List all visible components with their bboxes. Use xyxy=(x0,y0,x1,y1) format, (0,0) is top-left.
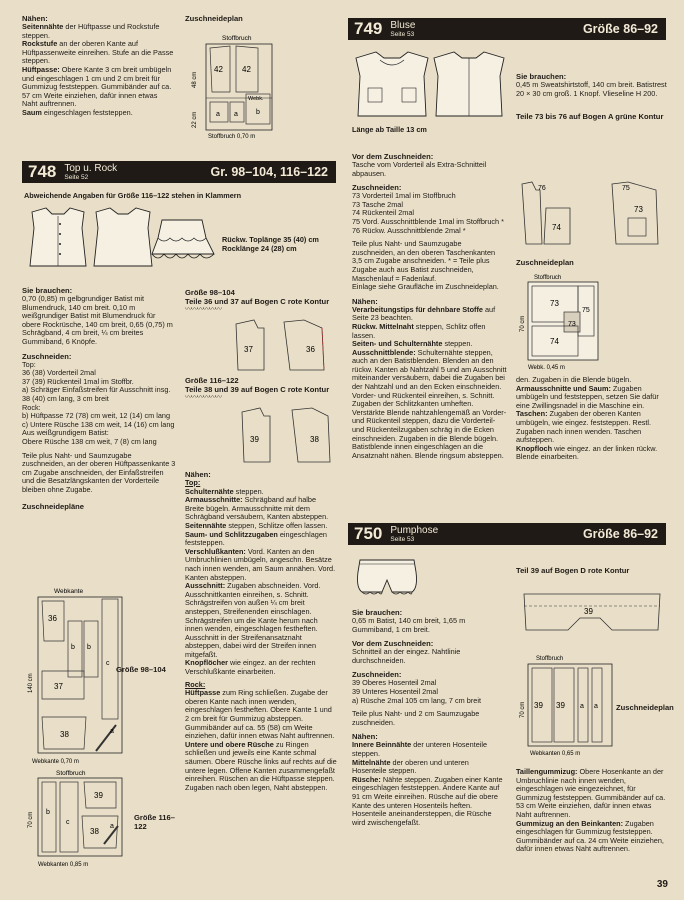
paragraph-text: zum Ring schließen. Zugabe der oberen Kante nach innen wenden, eingeschlagen festheften. Obere Kante 1 und 2 cm breit für Gummizug absteppen. Gummibänder auf ca. 55 (58) cm Weite einziehen, dafür innen etwas Naht auftrennen. xyxy=(185,688,335,741)
plan-dim: 48 cm xyxy=(192,71,198,88)
pattern-size: Größe 86–92 xyxy=(582,527,658,541)
cutting-plan-749 xyxy=(516,272,606,372)
plan-size-label: Größe 98–104 xyxy=(116,665,166,674)
paragraph-lead: Armausschnitte und Saum: xyxy=(516,383,611,393)
paragraph-text: Schrägband auf halbe Breite bügeln. Armausschnitte mit dem Schrägband versäubern, Kanten absteppen. xyxy=(185,495,329,522)
paragraph-text: Schulternähte steppen, auch an den Batistblenden. Blenden an den rückw. Kanten ab Nahtzahl 5 und am Ausschnitt miteinander versäubern, dabei die Zugaben bei der Nahtzahl und an den Ecken einschneiden. Vorder- und Rückenteil einreihen, s. Schnitt. Zugaben der Schlitzkanten umheften. Verstärkte Blende nahtzahlengemäß an Vorder- und Rückenteil steppen, dazu die Vorderteil- und Rückenteilzugaben schräg in die Ecken einschneiden. Zugaben in die Blende bügeln. Batistblende innen eingeschlagen an die Ansatznaht nähen. Blende ringsum absteppen. xyxy=(352,347,507,460)
list-item: 73 Vorderteil 1mal im Stoffbruch xyxy=(352,191,456,201)
subheading: Top: xyxy=(185,478,201,487)
materials: 0,70 (0,85) m gelbgrundiger Batist mit Blumendruck, 140 cm breit. 0,10 m weißgrundiger Batist mit Blumendruck für obere Rockrüsche, 140 cm breit, 0,65 (0,75) m Schrägband, 4 cm breit, ¼ cm breites Gummiband, 6 Knöpfe. xyxy=(22,294,173,346)
svg-text:75: 75 xyxy=(622,185,630,192)
heading: Zuschneidepläne xyxy=(22,502,85,512)
paragraph-lead: Hüftpasse xyxy=(185,688,221,698)
paragraph-lead: Rockstufe xyxy=(22,39,58,49)
list-item: 36 (38) Vorderteil 2mal xyxy=(22,368,96,378)
pattern-page-ref: Seite 53 xyxy=(390,535,415,543)
paragraph-text: Vord. Kanten an den Umbruchlinien umbügeln, angeschn. Besätze nach innen wenden, am Saum annähen. Vord. Kanten absteppen. xyxy=(185,546,336,582)
list-item: Obere Rüsche 138 cm weit, 7 (8) cm lang xyxy=(22,436,157,446)
col2-size-2 xyxy=(185,376,337,403)
paragraph xyxy=(352,759,504,776)
svg-text:36: 36 xyxy=(306,345,315,354)
col4-749-cont xyxy=(516,376,668,462)
pattern-page-ref: Seite 53 xyxy=(390,30,415,38)
note-748: Abweichende Angaben für Größe 116–122 stehen in Klammern xyxy=(24,191,242,200)
svg-text:76: 76 xyxy=(538,185,546,192)
paragraph-lead: Taillengummizug: xyxy=(516,767,578,776)
plan-part: a xyxy=(234,111,238,118)
col2-sewing xyxy=(185,470,337,792)
paragraph-text: der oberen und unteren Hosenteile steppen. xyxy=(352,757,469,776)
illustration-blouse xyxy=(350,48,510,120)
list-item: b) Hüftpasse 72 (78) cm weit, 12 (14) cm lang xyxy=(22,411,171,421)
svg-text:36: 36 xyxy=(48,614,57,623)
col4-plan-749 xyxy=(516,258,668,267)
pattern-name: Bluse xyxy=(390,19,416,31)
paragraph-text: Obere Hosenkante an der Umbruchlinie nach innen wenden, eingeschlagen wie eingezeichnet, für Gummizug feststeppen. Gummibänder auf ca. 53 cm Weite einziehen, dafür innen etwas Naht auftrennen. xyxy=(516,767,666,819)
svg-text:Webkanten 0,85 m: Webkanten 0,85 m xyxy=(38,862,89,868)
sewing-steps xyxy=(352,306,508,461)
pattern-pieces-36-37 xyxy=(230,314,330,374)
paragraph-lead: Hüftpasse: xyxy=(22,64,60,74)
paragraph-text: an der oberen Kante auf Hüftpassenweite einreihen. Stufe an die Passe steppen. xyxy=(22,39,174,66)
paragraph-text: eingeschlagen feststeppen. xyxy=(185,529,327,548)
pattern-size: Größe 86–92 xyxy=(582,22,658,36)
paragraph-text: steppen, Schlitze offen lassen. xyxy=(226,520,328,530)
col3-749 xyxy=(352,152,507,460)
svg-text:39: 39 xyxy=(556,701,565,710)
size-sheet: Teile 36 und 37 auf Bogen C rote Kontur xyxy=(185,297,330,306)
col3-750 xyxy=(352,608,504,827)
materials: 0,65 m Batist, 140 cm breit, 1,65 m Gummiband, 1 cm breit. xyxy=(352,616,466,634)
svg-text:75: 75 xyxy=(582,307,590,314)
svg-text:74: 74 xyxy=(552,223,561,232)
paragraph-text: steppen. xyxy=(442,339,473,349)
paragraph-text: Zugaben umbügeln und feststeppen, setzen Sie dafür eine Zwillingsnadel in die Maschine ein. xyxy=(516,383,659,410)
paragraph-text: Zugaben abschneiden. Vord. Ausschnittkanten einreihen, s. Schnitt. Schrägstreifen von außen ¼ cm breit ansteppen, Streifenenden einschlagen. Schrägstreifen um die Kante herum nach innen wenden, eingeschlagen festheften. Ausschnitt in der Streifenansatznaht absteppen, dabei wird der Streifen innen mitgefaßt. xyxy=(185,581,321,659)
plan-size-label: Größe 116–122 xyxy=(134,813,175,831)
cutting-plan-748-top xyxy=(186,32,336,140)
svg-text:39: 39 xyxy=(250,435,259,444)
paragraph-lead: Seitennähte xyxy=(22,22,64,31)
svg-text:38: 38 xyxy=(310,435,319,444)
cut-list xyxy=(22,361,176,447)
paragraph-lead: Gummizug an den Beinkanten: xyxy=(516,818,624,828)
paragraph xyxy=(185,496,337,522)
paragraph-text: Obere Kante 3 cm breit umbügeln und eingeschlagen 1 cm und 2 cm breit für Gummizug feststeppen. Gummibänder auf ca. 57 cm Weite einziehen, dafür innen etwas Naht auftrennen. xyxy=(22,64,172,109)
plan-label: Webkante xyxy=(54,588,84,595)
heading: Zuschneiden: xyxy=(22,351,72,361)
illustration-pumphose xyxy=(352,554,422,598)
paragraph-lead: Knopfloch xyxy=(516,443,553,453)
size-heading: Größe 98–104 xyxy=(185,288,235,297)
pre-cut-note: Schnitteil an der eingez. Nahtlinie durchschneiden. xyxy=(352,647,461,665)
pattern-pieces-38-39 xyxy=(236,402,336,466)
sheet-note: Teile 73 bis 76 auf Bogen A grüne Kontur xyxy=(516,112,664,122)
list-item: c) Untere Rüsche 138 cm weit, 14 (16) cm lang xyxy=(22,419,175,429)
paragraph-text: der unteren Hosenteile steppen. xyxy=(352,740,488,758)
paragraph xyxy=(185,741,337,793)
svg-text:73: 73 xyxy=(550,299,559,308)
header-748 xyxy=(22,161,336,183)
list-item: 76 Rückw. Ausschnittblende 2mal * xyxy=(352,225,466,235)
sewing-steps xyxy=(352,741,504,827)
list-item: 39 Unteres Hosenteil 2mal xyxy=(352,686,438,696)
paragraph-text: Zugaben der oberen Kanten umbügeln, wie eingez. feststeppen. Restl. Zugaben nach innen wenden. Taschen aufsteppen. xyxy=(516,409,652,445)
interfacing-note: Einlage siehe Graufläche im Zuschneideplan. xyxy=(352,282,499,292)
svg-text:a: a xyxy=(110,728,114,735)
col4-750 xyxy=(516,566,668,575)
svg-text:b: b xyxy=(87,644,91,651)
pattern-number: 749 xyxy=(354,19,383,38)
paragraph xyxy=(516,445,668,462)
contour-line: 〰〰〰〰〰〰 xyxy=(185,394,221,401)
allowance-note: Teile plus Naht- und Saumzugabe zuschneiden, an der oberen Hüftpassenkante 3 cm Zugabe anschneiden, der Einfaßstreifen und die Besatzlängskanten der Vorderteile bleiben ohne Zugabe. xyxy=(22,450,176,494)
heading: Sie brauchen: xyxy=(22,286,73,295)
heading: Nähen: xyxy=(352,296,378,306)
svg-text:37: 37 xyxy=(244,345,253,354)
sewing-steps xyxy=(516,768,668,854)
size-sheet: Teile 38 und 39 auf Bogen C rote Kontur xyxy=(185,385,330,394)
pattern-name: Top u. Rock xyxy=(64,162,118,174)
list-item: 75 Vord. Ausschnittblende 1mal im Stoffbruch * xyxy=(352,216,504,226)
svg-text:b: b xyxy=(46,809,50,816)
paragraph xyxy=(352,349,508,461)
svg-text:39: 39 xyxy=(94,791,103,800)
paragraph-text: der Hüftpasse und Rockstufe steppen. xyxy=(22,22,160,40)
paragraph xyxy=(352,776,504,828)
list-item: 73 Tasche 2mal xyxy=(352,199,403,209)
plan-title: Zuschneideplan xyxy=(616,703,674,712)
paragraph xyxy=(22,66,174,109)
heading: Sie brauchen: xyxy=(516,72,567,81)
svg-text:c: c xyxy=(66,819,70,826)
paragraph xyxy=(185,582,337,659)
svg-text:Webkanten 0,65 m: Webkanten 0,65 m xyxy=(530,751,581,757)
paragraph-lead: Untere und obere Rüsche xyxy=(185,739,274,749)
header-749 xyxy=(348,18,666,40)
svg-text:74: 74 xyxy=(550,337,559,346)
svg-text:c: c xyxy=(106,660,110,667)
plan-top-block xyxy=(185,14,337,23)
col1-top xyxy=(22,14,174,118)
paragraph-lead: Rüsche: xyxy=(352,774,381,784)
subheading: Rock: xyxy=(185,679,206,689)
rueck-length: Rückw. Toplänge 35 (40) cm Rocklänge 24 (28) cm xyxy=(222,235,319,253)
paragraph-lead: Ausschnittblende: xyxy=(352,347,416,357)
heading: Zuschneiden: xyxy=(352,670,402,680)
paragraph xyxy=(22,109,174,118)
paragraph-lead: Seitennähte xyxy=(185,520,227,530)
pattern-number: 748 xyxy=(28,162,57,181)
svg-text:Webkante 0,70 m: Webkante 0,70 m xyxy=(32,759,79,765)
plan-part: 42 xyxy=(242,65,251,74)
paragraph xyxy=(22,23,174,40)
list-item: a) Rüsche 2mal 105 cm lang, 7 cm breit xyxy=(352,695,481,705)
sheet-note: Teil 39 auf Bogen D rote Kontur xyxy=(516,566,630,575)
plan-label-stoffbruch: Stoffbruch xyxy=(222,35,252,42)
pattern-piece-39 xyxy=(520,590,666,636)
paragraph-text: steppen, Schlitz offen lassen. xyxy=(352,321,486,340)
svg-text:b: b xyxy=(71,644,75,651)
svg-text:70 cm: 70 cm xyxy=(520,701,526,718)
paragraph-lead: Armausschnitte: xyxy=(185,495,243,505)
paragraph-text: zu Ringen schließen und jeweils eine Kante schmal säumen. Obere Rüsche links auf rechts auf die untere legen. Offene Kanten zusammengefaßt einreihen. Rüschen an die Hüftpasse steppen. Zugaben nach oben legen, Naht absteppen. xyxy=(185,739,337,792)
svg-text:a: a xyxy=(594,703,598,710)
list-item: 39 Oberes Hosenteil 2mal xyxy=(352,678,437,688)
svg-text:70 cm: 70 cm xyxy=(520,315,526,332)
svg-text:70 cm: 70 cm xyxy=(28,811,34,828)
paragraph-lead: Rückw. Mittelnaht xyxy=(352,321,414,331)
paragraph xyxy=(516,768,668,820)
paragraph-lead: Saum xyxy=(22,107,42,117)
paragraph xyxy=(185,548,337,582)
size-heading: Größe 116–122 xyxy=(185,376,239,385)
paragraph-lead: Ausschnitt: xyxy=(185,581,226,591)
pattern-name: Pumphose xyxy=(390,524,439,536)
pattern-pieces-73-76 xyxy=(516,178,666,250)
list-item: Aus weißgrundigem Batist: xyxy=(22,428,109,438)
col4-749 xyxy=(516,72,668,121)
page-number: 39 xyxy=(656,879,668,890)
illustration-top-skirt xyxy=(24,206,224,270)
header-750 xyxy=(348,523,666,545)
paragraph xyxy=(352,323,508,340)
paragraph xyxy=(516,385,668,411)
paragraph-text: Nähte steppen. Zugaben einer Kante eingeschlagen feststeppen. Andere Kante auf 91 cm Weite einreihen. Rüsche auf die obere Kante des unteren Hosenteils heften. Hosenteile aneinandersteppen, die Rüsche wird zwischengefaßt. xyxy=(352,774,503,827)
plan-dim: 22 cm xyxy=(192,111,198,128)
heading: Nähen: xyxy=(352,732,378,742)
plan-part: a xyxy=(216,111,220,118)
paragraph xyxy=(185,531,337,548)
svg-text:39: 39 xyxy=(534,701,543,710)
svg-text:Webk. 0,45 m: Webk. 0,45 m xyxy=(528,365,565,371)
paragraph xyxy=(516,820,668,854)
materials: 0,45 m Sweatshirtstoff, 140 cm breit. Batistrest 20 × 30 cm groß. 1 Knopf. Vlieseline H 200. xyxy=(516,80,667,98)
pattern-number: 750 xyxy=(354,524,383,543)
length-note: Länge ab Taille 13 cm xyxy=(352,125,427,134)
svg-text:Stoffbruch: Stoffbruch xyxy=(536,656,564,662)
paragraph-text: wie eingez. an der linken rückw. Blende einarbeiten. xyxy=(516,443,658,462)
paragraph-lead: Taschen: xyxy=(516,409,548,419)
pre-cut-note: Tasche vom Vorderteil als Extra-Schnitteil abpausen. xyxy=(352,160,487,178)
sewing-steps xyxy=(185,689,337,792)
paragraph xyxy=(22,40,174,66)
heading: Vor dem Zuschneiden: xyxy=(352,639,434,649)
paragraph-text: Zugaben eingeschlagen für Gummizug feststeppen. Gummibänder auf ca. 24 cm Weite einziehen, dafür innen etwas Naht auftrennen. xyxy=(516,818,664,854)
svg-text:140 cm: 140 cm xyxy=(28,673,34,693)
list-item: 74 Rückenteil 2mal xyxy=(352,208,415,218)
paragraph-lead: Seiten- und Schulternähte xyxy=(352,339,443,349)
col4-750-text xyxy=(516,768,668,854)
paragraph-lead: Knopflöcher xyxy=(185,658,228,668)
list-item: a) Schräger Einfaßstreifen für Ausschnitt insg. 38 (40) cm lang, 3 cm breit xyxy=(22,385,171,403)
sewing-steps xyxy=(185,488,337,677)
paragraph-lead: Mittelnähte xyxy=(352,757,391,767)
paragraph-lead: Verschlußkanten: xyxy=(185,546,246,556)
svg-text:37: 37 xyxy=(54,682,63,691)
plan-bottom: Stoffbruch 0,70 m xyxy=(208,134,256,140)
cutting-plan-98-104 xyxy=(24,585,184,765)
allowance-note: Teile plus Naht- und 2 cm Saumzugabe zuschneiden. xyxy=(352,709,480,727)
svg-text:a: a xyxy=(580,703,584,710)
continuation: den. Zugaben in die Blende bügeln. xyxy=(516,375,632,384)
paragraph xyxy=(185,659,337,676)
svg-text:a: a xyxy=(110,823,114,830)
list-item: Rock: xyxy=(22,402,41,412)
svg-text:73: 73 xyxy=(568,321,576,328)
heading: Zuschneideplan xyxy=(516,258,574,267)
col2-size-1 xyxy=(185,288,337,315)
paragraph-text: eingeschlagen feststeppen. xyxy=(41,107,133,117)
list-item: 37 (39) Rückenteil 1mal im Stoffbr. xyxy=(22,376,134,386)
col1-mid xyxy=(22,286,176,511)
paragraph-lead: Verarbeitungstips für dehnbare Stoffe xyxy=(352,304,483,314)
paragraph-lead: Innere Beinnähte xyxy=(352,740,412,750)
paragraph-text: auf Seite 23 beachten. xyxy=(352,304,496,323)
col1-paras xyxy=(22,23,174,118)
paragraph xyxy=(352,306,508,323)
svg-text:Stoffbruch: Stoffbruch xyxy=(534,275,562,281)
heading: Zuschneiden: xyxy=(352,183,402,193)
plan-part: 42 xyxy=(214,65,223,74)
svg-text:38: 38 xyxy=(90,827,99,836)
paragraph xyxy=(516,410,668,444)
heading: Nähen: xyxy=(185,470,211,479)
heading: Vor dem Zuschneiden: xyxy=(352,152,434,161)
heading: Nähen: xyxy=(22,14,48,23)
paragraph-text: steppen. xyxy=(233,486,264,496)
paragraph xyxy=(352,741,504,758)
list-item: Top: xyxy=(22,359,36,369)
cut-list xyxy=(352,192,504,235)
paragraph-lead: Schulternähte xyxy=(185,486,234,496)
allowance-note: Teile plus Naht- und Saumzugabe zuschneiden, an den oberen Taschenkanten 3,5 cm Zugabe anschneiden. * = Teile plus Zugabe auch aus Batist zuschneiden, Maschenlauf = Fadenlauf. xyxy=(352,239,496,283)
plan-heading: Zuschneideplan xyxy=(185,14,243,23)
pattern-size: Gr. 98–104, 116–122 xyxy=(210,165,328,179)
svg-text:39: 39 xyxy=(584,607,593,616)
plan-part: b xyxy=(256,109,260,116)
pattern-page-ref: Seite 52 xyxy=(64,173,89,181)
paragraph-lead: Saum- und Schlitzzugaben xyxy=(185,529,278,539)
svg-text:73: 73 xyxy=(634,205,643,214)
svg-text:38: 38 xyxy=(60,730,69,739)
paragraph xyxy=(185,689,337,741)
paragraph-text: wie eingez. an der rechten Verschlußkante einarbeiten. xyxy=(185,658,316,677)
contour-line: 〰〰〰〰〰〰 xyxy=(185,306,221,313)
heading: Sie brauchen: xyxy=(352,608,403,617)
svg-text:Stoffbruch: Stoffbruch xyxy=(56,770,86,777)
cut-list xyxy=(352,679,504,705)
plan-label-webk: Webk. xyxy=(248,96,264,102)
